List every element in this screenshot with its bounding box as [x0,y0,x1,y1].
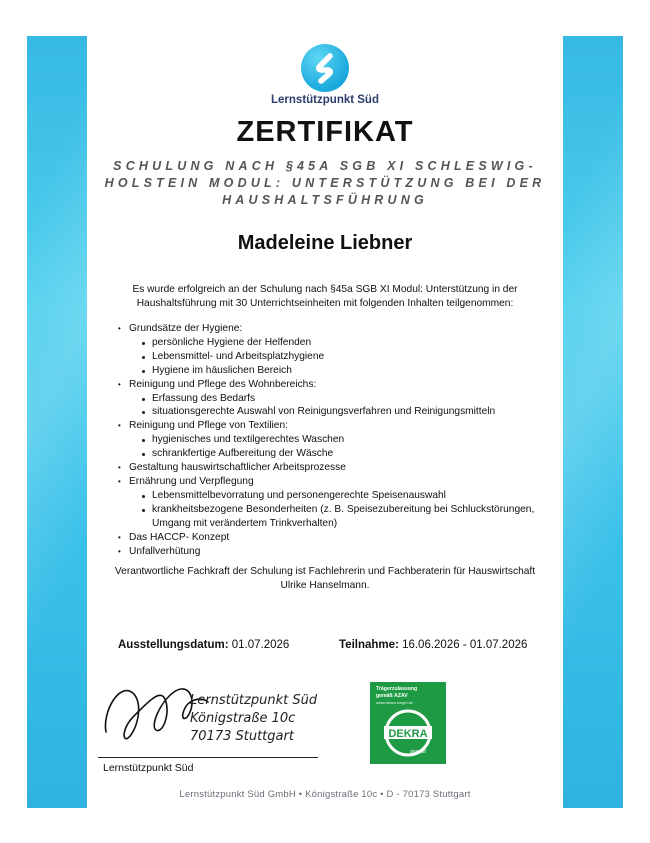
list-item: • Unfallverhütung [118,545,548,559]
page-title: ZERTIFIKAT [236,116,414,148]
intro-text: Es wurde erfolgreich an der Schulung nach §45a SGB XI Modul: Unterstützung in der Haushaltsführung mit 30 Unterrichtseinheiten mit folgenden Inhalten teilgenommen: [132,284,518,309]
list-item: krankheitsbezogene Besonderheiten (z. B. Speisezubereitung bei Schluckstörungen, Umgang mit verändertem Trinkverhalten) [141,503,548,531]
list-item: • Ernährung und Verpflegung Lebensmittelbevorratung und personengerechte Speisenauswahl krankheitsbezogene Besonderheiten (z. B. Speisezubereitung bei Schluckstörungen, Umgang mit verändertem Trinkverhalten) [118,475,548,531]
s-swirl-icon [301,44,349,92]
badge-url: www.dekra-siegel.de [376,700,413,705]
certificate-subtitle: SCHULUNG NACH §45A SGB XI SCHLESWIG- HOLSTEIN MODUL: UNTERSTÜTZUNG BEI DER HAUSHALTSFÜHRUNG [104,159,546,207]
topic-list [118,322,548,558]
dekra-seal-icon [378,706,438,758]
brand-name: Lernstützpunkt Süd [271,94,379,106]
dekra-seal-text: geprüft [410,749,426,755]
list-item: • Reinigung und Pflege von Textilien: hygienisches und textilgerechtes Waschen schrankfertige Aufbereitung der Wäsche [118,419,548,461]
participation-period: Teilnahme: 16.06.2026 - 01.07.2026 [339,639,528,651]
footer-address: Lernstützpunkt Süd GmbH • Königstraße 10c • D - 70173 Stuttgart [179,789,471,800]
list-item: hygienisches und textilgerechtes Waschen [141,433,548,447]
left-decorative-band [27,36,87,808]
responsible-person-text: Verantwortliche Fachkraft der Schulung ist Fachlehrerin und Fachberaterin für Hauswirtschaft Ulrike Hanselmann. [114,566,536,591]
list-item: Erfassung des Bedarfs [141,392,548,406]
dekra-certification-badge [370,682,446,764]
list-item: • Gestaltung hauswirtschaftlicher Arbeitsprozesse [118,461,548,475]
list-item: persönliche Hygiene der Helfenden [141,336,548,350]
issue-date: Ausstellungsdatum: 01.07.2026 [118,639,290,651]
signature-label: Lernstützpunkt Süd [103,762,194,774]
list-item: situationsgerechte Auswahl von Reinigungsverfahren und Reinigungsmitteln [141,405,548,419]
recipient-name: Madeleine Liebner [237,232,413,254]
signature-line [98,757,318,758]
list-item: Lebensmittel- und Arbeitsplatzhygiene [141,350,548,364]
address-stamp: Lernstützpunkt Süd Königstraße 10c 70173 Stuttgart [190,693,318,744]
list-item: Lebensmittelbevorratung und personengerechte Speisenauswahl [141,489,548,503]
list-item: • Grundsätze der Hygiene: persönliche Hygiene der Helfenden Lebensmittel- und Arbeitsplatzhygiene Hygiene im häuslichen Bereich [118,322,548,378]
badge-text: Trägerzulassung gemäß AZAV [376,686,418,699]
list-item: schrankfertige Aufbereitung der Wäsche [141,447,548,461]
list-item: Hygiene im häuslichen Bereich [141,364,548,378]
right-decorative-band [563,36,623,808]
list-item: • Das HACCP- Konzept [118,531,548,545]
list-item: • Reinigung und Pflege des Wohnbereichs: Erfassung des Bedarfs situationsgerechte Auswahl von Reinigungsverfahren und Reinigungsmitteln [118,378,548,420]
dekra-brand-text: DEKRA [388,728,428,740]
